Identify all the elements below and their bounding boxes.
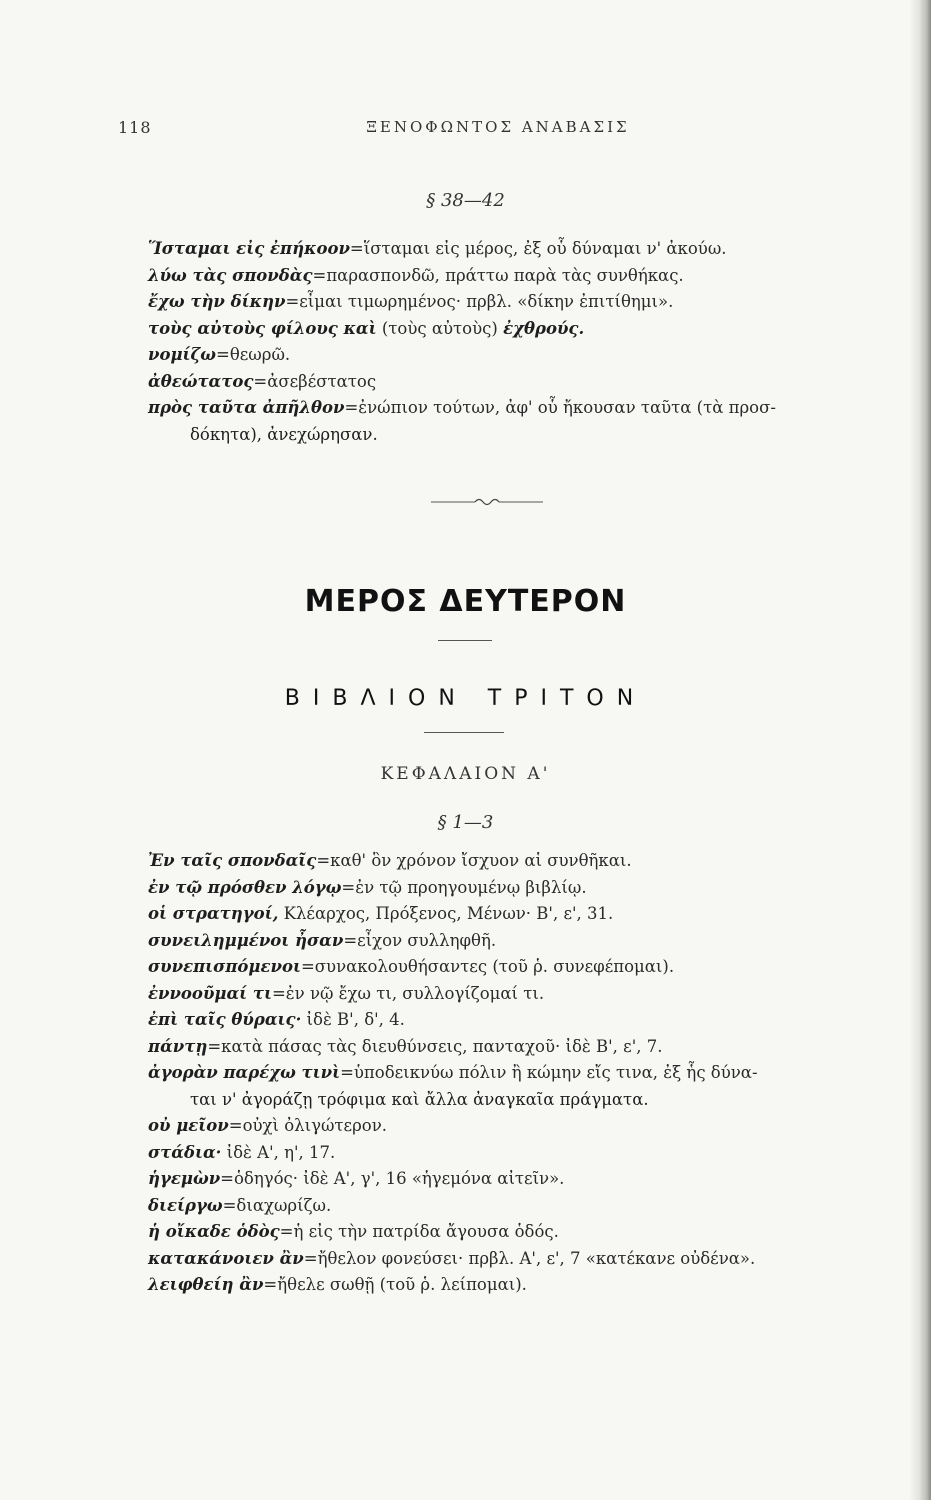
- glossary-entry: [148, 1113, 878, 1140]
- glossary-entry: [148, 1219, 878, 1246]
- entry-gloss: =παρασπονδῶ, πράττω παρὰ τὰς συνθήκας.: [312, 265, 684, 285]
- entry-gloss: =εἶχον συλληφθῆ.: [343, 930, 497, 950]
- glossary-entry: [148, 1246, 878, 1273]
- entry-gloss: =οὐχὶ ὀλιγώτερον.: [228, 1116, 388, 1135]
- entry-gloss: ἰδὲ Β', δ', 4.: [301, 1010, 405, 1029]
- entry-continuation: δόκητα), ἀνεχώρησαν.: [190, 424, 378, 444]
- entry-gloss: =θεωρῶ.: [216, 345, 291, 364]
- glossary-entry: [148, 1060, 878, 1087]
- entry-gloss: =συνακολουθήσαντες (τοῦ ῥ. συνεφέπομαι).: [300, 957, 675, 976]
- page-header: [118, 118, 878, 142]
- title-rule-1: [438, 640, 492, 641]
- glossary-entry: [148, 342, 878, 369]
- glossary-entry: [148, 1166, 878, 1193]
- glossary-entry: [148, 954, 878, 981]
- glossary-entry: [148, 1007, 878, 1034]
- glossary-entry: [148, 928, 878, 955]
- glossary-entry: [148, 1140, 878, 1167]
- entry-lemma: ἀθεώτατος: [148, 371, 254, 391]
- running-title: ΞΕΝΟΦΩΝΤΟΣ ΑΝΑΒΑΣΙΣ: [366, 118, 630, 136]
- entry-gloss: =ἐν νῷ ἔχω τι, συλλογίζομαί τι.: [271, 983, 545, 1003]
- title-rule-2: [424, 732, 504, 733]
- entry-lemma: νομίζω: [148, 345, 216, 364]
- glossary-section-2: [148, 848, 878, 1299]
- section-mark-1-3: § 1—3: [437, 812, 494, 833]
- glossary-entry: [148, 875, 878, 902]
- entry-lemma: ἐπὶ ταῖς θύραις·: [148, 1010, 302, 1029]
- entry-gloss: Κλέαρχος, Πρόξενος, Μένων· Β', ε', 31.: [278, 904, 614, 923]
- entry-lemma: ἔχω τὴν δίκην: [148, 292, 286, 311]
- entry-lemma: στάδια·: [148, 1142, 222, 1162]
- entry-lemma: πάντῃ: [148, 1036, 208, 1056]
- glossary-entry: [148, 1193, 878, 1220]
- entry-gloss: =διαχωρίζω.: [222, 1195, 332, 1215]
- entry-lemma: λύω τὰς σπονδὰς: [148, 265, 313, 285]
- entry-gloss: =ἤθελε σωθῇ (τοῦ ῥ. λείπομαι).: [263, 1275, 527, 1294]
- entry-lemma: κατακάνοιεν ἂν: [148, 1248, 304, 1268]
- entry-lemma: ἡγεμὼν: [148, 1169, 221, 1188]
- entry-lemma: Ἐν ταῖς σπονδαῖς: [148, 851, 317, 870]
- entry-gloss: ἰδὲ Α', η', 17.: [221, 1142, 336, 1162]
- entry-lemma: οὐ μεῖον: [148, 1116, 229, 1135]
- entry-gloss: =ὑποδεικνύω πόλιν ἢ κώμην εἴς τινα, ἐξ ἧς δύνα-: [340, 1063, 758, 1082]
- entry-gloss: =ἵσταμαι εἰς μέρος, ἐξ οὗ δύναμαι ν' ἀκούω.: [349, 239, 727, 258]
- entry-lemma: ἀγορὰν παρέχω τινὶ: [148, 1063, 341, 1082]
- page-edge-shadow: [909, 0, 931, 1500]
- entry-lemma: διείργω: [148, 1195, 223, 1215]
- glossary-entry: [148, 263, 878, 290]
- glossary-entry: [148, 289, 878, 316]
- entry-gloss: =ἡ εἰς τὴν πατρίδα ἄγουσα ὁδός.: [279, 1222, 559, 1241]
- glossary-entry: [148, 1034, 878, 1061]
- glossary-entry: [148, 316, 878, 343]
- entry-gloss: =κατὰ πάσας τὰς διευθύνσεις, πανταχοῦ· ἰδὲ Β', ε', 7.: [207, 1036, 663, 1056]
- entry-gloss: (τοὺς αὐτοὺς): [376, 318, 504, 338]
- entry-lemma: Ἵσταμαι εἰς ἐπήκοον: [148, 239, 350, 258]
- entry-lemma-continued: ἐχθρούς.: [503, 318, 585, 338]
- page-number: 118: [118, 118, 152, 137]
- entry-continuation: ται ν' ἀγοράζῃ τρόφιμα καὶ ἄλλα ἀναγκαῖα πράγματα.: [190, 1089, 649, 1109]
- entry-gloss: =ἐνώπιον τούτων, ἀφ' οὗ ἤκουσαν ταῦτα (τὰ προσ-: [344, 398, 776, 417]
- book-title: ΒΙΒΛΙΟΝ ΤΡΙΤΟΝ: [284, 686, 647, 711]
- entry-gloss: =καθ' ὃν χρόνον ἴσχυον αἱ συνθῆκαι.: [316, 851, 632, 870]
- glossary-entry: [148, 981, 878, 1008]
- entry-gloss: =ἤθελον φονεύσει· πρβλ. Α', ε', 7 «κατέκανε οὐδένα».: [303, 1248, 756, 1268]
- entry-lemma: συνεπισπόμενοι: [148, 957, 301, 976]
- section-mark-38-42: § 38—42: [426, 190, 505, 211]
- glossary-entry: [148, 395, 878, 422]
- entry-lemma: τοὺς αὐτοὺς φίλους καὶ: [148, 318, 377, 338]
- ornament-divider: [431, 496, 543, 508]
- entry-lemma: οἱ στρατηγοί,: [148, 904, 279, 923]
- entry-lemma: πρὸς ταῦτα ἀπῆλθον: [148, 398, 345, 417]
- entry-gloss: =ὁδηγός· ἰδὲ Α', γ', 16 «ἡγεμόνα αἰτεῖν».: [220, 1169, 565, 1188]
- entry-gloss: =ἐν τῷ προηγουμένῳ βιβλίῳ.: [341, 877, 587, 897]
- glossary-section-1: [148, 236, 878, 448]
- glossary-entry: [148, 901, 878, 928]
- glossary-entry: [148, 1272, 878, 1299]
- entry-lemma: ἐν τῷ πρόσθεν λόγῳ: [148, 877, 342, 897]
- entry-gloss: =ἀσεβέστατος: [253, 371, 377, 391]
- part-title: ΜΕΡΟΣ ΔΕΥΤΕΡΟΝ: [304, 584, 627, 619]
- chapter-title: ΚΕΦΑΛΑΙΟΝ Α': [380, 764, 551, 784]
- entry-lemma: λειφθείη ἂν: [148, 1275, 264, 1294]
- entry-gloss: =εἶμαι τιμωρημένος· πρβλ. «δίκην ἐπιτίθημι».: [285, 292, 674, 311]
- glossary-entry: [148, 236, 878, 263]
- glossary-entry: [148, 369, 878, 396]
- entry-lemma: συνειλημμένοι ἦσαν: [148, 930, 344, 950]
- entry-lemma: ἡ οἴκαδε ὁδὸς: [148, 1222, 280, 1241]
- entry-lemma: ἐννοοῦμαί τι: [148, 983, 272, 1003]
- glossary-entry: [148, 848, 878, 875]
